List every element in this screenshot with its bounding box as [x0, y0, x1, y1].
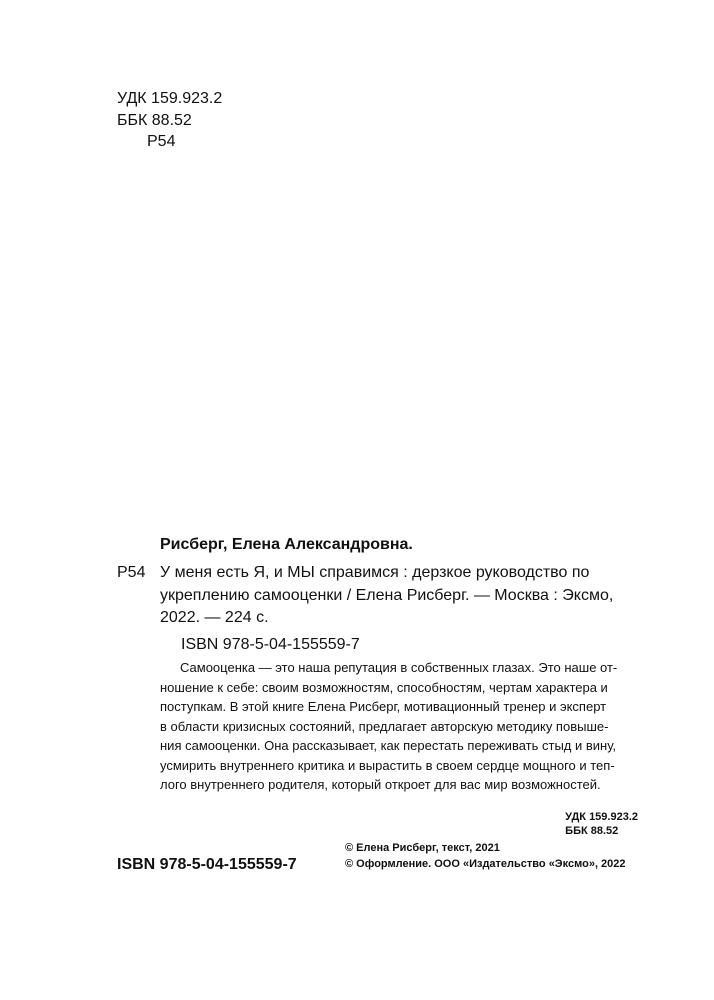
classification-codes-top — [117, 88, 222, 153]
udk-code: УДК 159.923.2 — [117, 90, 223, 107]
bbk-code: ББК 88.52 — [117, 111, 192, 129]
author-mark-code: Р54 — [147, 133, 176, 150]
classification-codes-bottom — [565, 810, 638, 838]
title-line: У меня есть Я, и МЫ справимся : дерзкое руководство по — [160, 564, 590, 581]
annotation-line: ния самооценки. Она рассказывает, как перестать переживать стыд и вину, — [160, 738, 617, 753]
title-line: укреплению самооценки / Елена Рисберг. — Москва : Эксмо, — [160, 586, 614, 604]
bbk-code-bottom: ББК 88.52 — [565, 825, 619, 837]
annotation — [160, 658, 642, 795]
author-mark-side: Р54 — [117, 564, 146, 581]
annotation-line: поступкам. В этой книге Елена Рисберг, мотивационный тренер и эксперт — [160, 699, 607, 714]
title-line: 2022. — 224 с. — [160, 609, 269, 626]
annotation-line: лого внутреннего родителя, который откроет для вас мир возможностей. — [160, 777, 601, 792]
copyright-text: © Елена Рисберг, текст, 2021 — [345, 842, 500, 854]
isbn-footer: ISBN 978-5-04-155559-7 — [117, 856, 297, 873]
annotation-line: Самооценка — это наша репутация в собственных глазах. Это наше от- — [180, 660, 618, 675]
annotation-line: усмирить внутреннего критика и вырастить в своем сердце мощного и теп- — [160, 757, 615, 773]
udk-code-bottom: УДК 159.923.2 — [565, 811, 638, 823]
copyright-design: © Оформление. ООО «Издательство «Эксмо», 2022 — [345, 858, 626, 870]
copyright-block — [345, 840, 626, 872]
annotation-line: в области кризисных состояний, предлагает авторскую методику повыше- — [160, 718, 609, 734]
annotation-line: ношение к себе: своим возможностям, способностям, чертам характера и — [160, 679, 608, 695]
isbn-record: ISBN 978-5-04-155559-7 — [181, 636, 360, 653]
bibliographic-description — [160, 562, 640, 630]
author-name: Рисберг, Елена Александровна. — [160, 536, 413, 553]
